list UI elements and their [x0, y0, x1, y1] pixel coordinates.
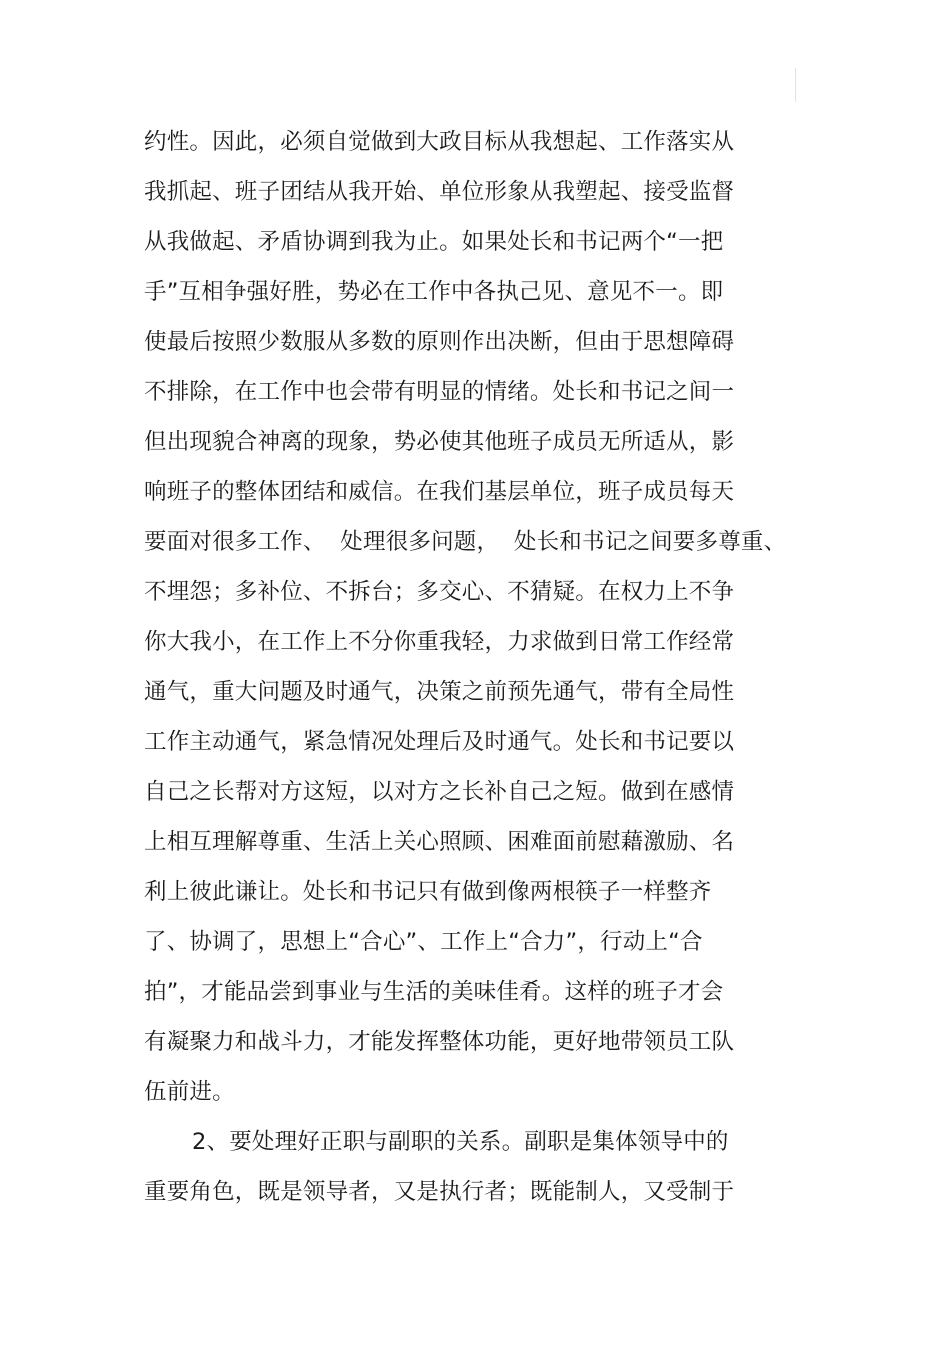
text-line: 响班子的整体团结和威信。在我们基层单位，班子成员每天 [144, 479, 735, 505]
page-edge-mark [795, 68, 796, 102]
text-line: 要面对很多工作、 处理很多问题， 处长和书记之间要多尊重、 [144, 529, 787, 555]
text-line: 手”互相争强好胜，势必在工作中各执己见、意见不一。即 [144, 279, 724, 305]
text-line: 从我做起、矛盾协调到我为止。如果处长和书记两个“一把 [144, 229, 724, 255]
text-line: 工作主动通气，紧急情况处理后及时通气。处长和书记要以 [144, 729, 735, 755]
text-line: 重要角色，既是领导者，又是执行者；既能制人，又受制于 [144, 1179, 735, 1205]
text-line: 有凝聚力和战斗力，才能发挥整体功能，更好地带领员工队 [144, 1029, 735, 1055]
text-line: 拍”，才能品尝到事业与生活的美味佳肴。这样的班子才会 [144, 979, 724, 1005]
text-line: 上相互理解尊重、生活上关心照顾、困难面前慰藉激励、名 [144, 829, 735, 855]
text-line: 你大我小，在工作上不分你重我轻，力求做到日常工作经常 [144, 629, 735, 655]
text-line: 但出现貌合神离的现象，势必使其他班子成员无所适从，影 [144, 429, 735, 455]
text-line: 自己之长帮对方这短，以对方之长补自己之短。做到在感情 [144, 779, 735, 805]
text-line: 了、协调了，思想上“合心”、工作上“合力”，行动上“合 [144, 929, 703, 955]
text-line: 通气，重大问题及时通气，决策之前预先通气，带有全局性 [144, 679, 735, 705]
text-line: 利上彼此谦让。处长和书记只有做到像两根筷子一样整齐 [144, 879, 712, 905]
section-heading-line: 2、要处理好正职与副职的关系。副职是集体领导中的 [192, 1129, 729, 1155]
text-line: 约性。因此，必须自觉做到大政目标从我想起、工作落实从 [144, 129, 735, 155]
text-line: 不排除，在工作中也会带有明显的情绪。处长和书记之间一 [144, 379, 735, 405]
text-line: 伍前进。 [144, 1079, 235, 1105]
text-line: 我抓起、班子团结从我开始、单位形象从我塑起、接受监督 [144, 179, 735, 205]
text-line: 使最后按照少数服从多数的原则作出决断，但由于思想障碍 [144, 329, 735, 355]
text-line: 不埋怨；多补位、不拆台；多交心、不猜疑。在权力上不争 [144, 579, 735, 605]
